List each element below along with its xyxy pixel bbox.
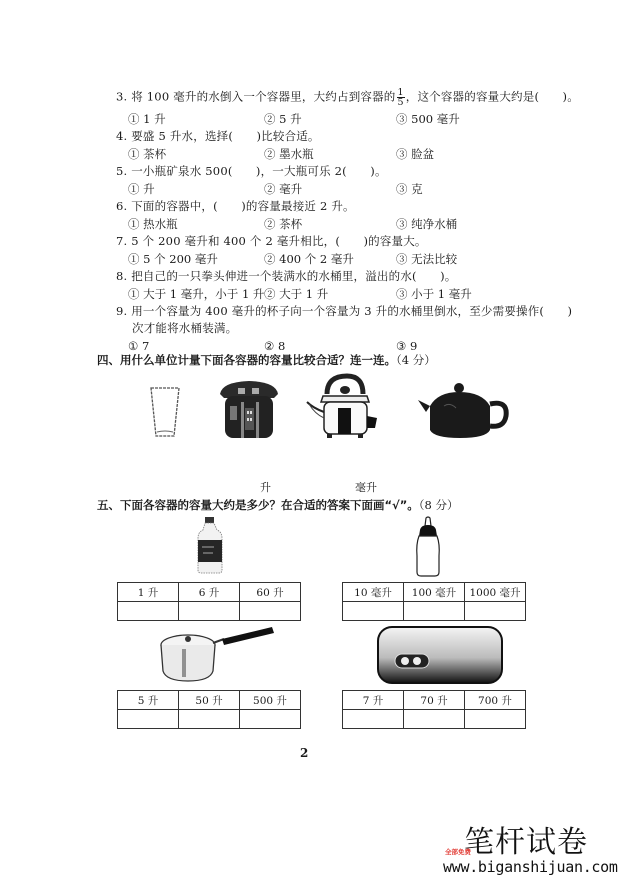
section-points: （8 分） [418, 498, 459, 512]
question-4 [116, 128, 320, 144]
option: ② 8 [264, 339, 286, 353]
question-text: 下面的容器中，( )的容量最接近 2 升。 [131, 199, 355, 213]
choice-cell: 70 升 [404, 691, 465, 710]
glass-cup-icon [148, 384, 182, 440]
page-number: 2 [300, 746, 309, 760]
answer-row [118, 710, 301, 729]
answer-cell[interactable] [343, 602, 404, 621]
question-number: 9. [116, 304, 128, 318]
baby-bottle-icon [415, 516, 441, 578]
option: ② 墨水瓶 [264, 147, 314, 161]
answer-table-baby-bottle [342, 582, 526, 621]
question-text: 用一个容量为 400 毫升的杯子向一个容量为 3 升的水桶里倒水，至少需要操作( ) [131, 304, 573, 318]
option: ② 大于 1 升 [264, 287, 329, 301]
answer-row [118, 602, 301, 621]
option: ③ 9 [396, 339, 418, 353]
choice-cell: 1000 毫升 [465, 583, 526, 602]
answer-table-bottle [117, 582, 301, 621]
question-text: 一小瓶矿泉水 500( )，一大瓶可乐 2( )。 [131, 164, 387, 178]
question-number: 6. [116, 199, 128, 213]
question-9 [116, 303, 572, 319]
option: ② 400 个 2 毫升 [264, 252, 354, 266]
answer-cell[interactable] [404, 602, 465, 621]
option: ② 毫升 [264, 182, 303, 196]
watermark-logo: 笔杆试卷 [464, 825, 588, 860]
question-6 [116, 198, 355, 214]
fraction-denominator: 5 [397, 97, 404, 108]
option: ③ 纯净水桶 [396, 217, 458, 231]
answer-cell[interactable] [240, 710, 301, 729]
question-number: 3. [116, 89, 128, 104]
question-number: 4. [116, 129, 128, 143]
answer-row [343, 602, 526, 621]
option: ① 升 [128, 182, 155, 196]
saucepan-icon [158, 625, 276, 683]
choice-row [118, 691, 301, 710]
question-5 [116, 163, 387, 179]
choice-cell: 1 升 [118, 583, 179, 602]
fraction-numerator: 1 [397, 87, 404, 98]
choice-cell: 50 升 [179, 691, 240, 710]
section-points: （4 分） [396, 353, 436, 367]
answer-cell[interactable] [118, 602, 179, 621]
choice-cell: 60 升 [240, 583, 301, 602]
answer-table-water-heater [342, 690, 526, 729]
answer-cell[interactable] [240, 602, 301, 621]
question-8 [116, 268, 457, 284]
rice-cooker-icon [218, 378, 280, 442]
choice-cell: 7 升 [343, 691, 404, 710]
choice-cell: 5 升 [118, 691, 179, 710]
answer-cell[interactable] [179, 602, 240, 621]
choice-cell: 6 升 [179, 583, 240, 602]
answer-cell[interactable] [465, 710, 526, 729]
fraction [397, 88, 405, 107]
answer-table-saucepan [117, 690, 301, 729]
option: ③ 500 毫升 [396, 112, 460, 126]
answer-row [343, 710, 526, 729]
section-4-title [97, 352, 436, 368]
choice-row [118, 583, 301, 602]
answer-cell[interactable] [179, 710, 240, 729]
option: ① 1 升 [128, 112, 166, 126]
section-5-title [97, 497, 459, 513]
choice-cell: 10 毫升 [343, 583, 404, 602]
question-number: 5. [116, 164, 128, 178]
question-text: ，这个容器的容量大约是( )。 [405, 89, 579, 104]
teapot-icon [416, 380, 512, 442]
option: ① 大于 1 毫升，小于 1 升 [128, 287, 265, 301]
option: ③ 脸盆 [396, 147, 435, 161]
question-text: 要盛 5 升水，选择( )比较合适。 [131, 129, 320, 143]
option: ③ 小于 1 毫升 [396, 287, 472, 301]
question-9-continued: 次才能将水桶装满。 [132, 321, 238, 335]
option: ① 热水瓶 [128, 217, 178, 231]
answer-cell[interactable] [404, 710, 465, 729]
question-number: 7. [116, 234, 128, 248]
option: ① 茶杯 [128, 147, 167, 161]
choice-cell: 500 升 [240, 691, 301, 710]
option: ③ 无法比较 [396, 252, 458, 266]
question-3 [116, 88, 579, 107]
option: ① 7 [128, 339, 150, 353]
section-title-text: 五、下面各容器的容量大约是多少？在合适的答案下面画“√”。 [97, 498, 419, 512]
question-text: 将 100 毫升的水倒入一个容器里，大约占到容器的 [131, 89, 396, 104]
choice-row [343, 583, 526, 602]
answer-cell[interactable] [465, 602, 526, 621]
option: ② 茶杯 [264, 217, 303, 231]
unit-liter: 升 [260, 481, 271, 494]
unit-milliliter: 毫升 [355, 481, 377, 494]
water-heater-icon [375, 626, 505, 684]
question-number: 8. [116, 269, 128, 283]
answer-cell[interactable] [343, 710, 404, 729]
watermark-free-label: 全部免费 [445, 848, 471, 856]
question-7 [116, 233, 427, 249]
question-text: 把自己的一只拳头伸进一个装满水的水桶里，溢出的水( )。 [131, 269, 457, 283]
choice-row [343, 691, 526, 710]
option: ② 5 升 [264, 112, 302, 126]
answer-cell[interactable] [118, 710, 179, 729]
choice-cell: 700 升 [465, 691, 526, 710]
option: ③ 克 [396, 182, 423, 196]
watermark-url[interactable]: www.biganshijuan.com [443, 858, 618, 876]
section-title-text: 四、用什么单位计量下面各容器的容量比较合适？连一连。 [97, 353, 396, 367]
option: ① 5 个 200 毫升 [128, 252, 218, 266]
kettle-icon [305, 372, 383, 442]
beverage-bottle-icon [195, 516, 225, 574]
choice-cell: 100 毫升 [404, 583, 465, 602]
question-text: 5 个 200 毫升和 400 个 2 毫升相比，( )的容量大。 [131, 234, 427, 248]
